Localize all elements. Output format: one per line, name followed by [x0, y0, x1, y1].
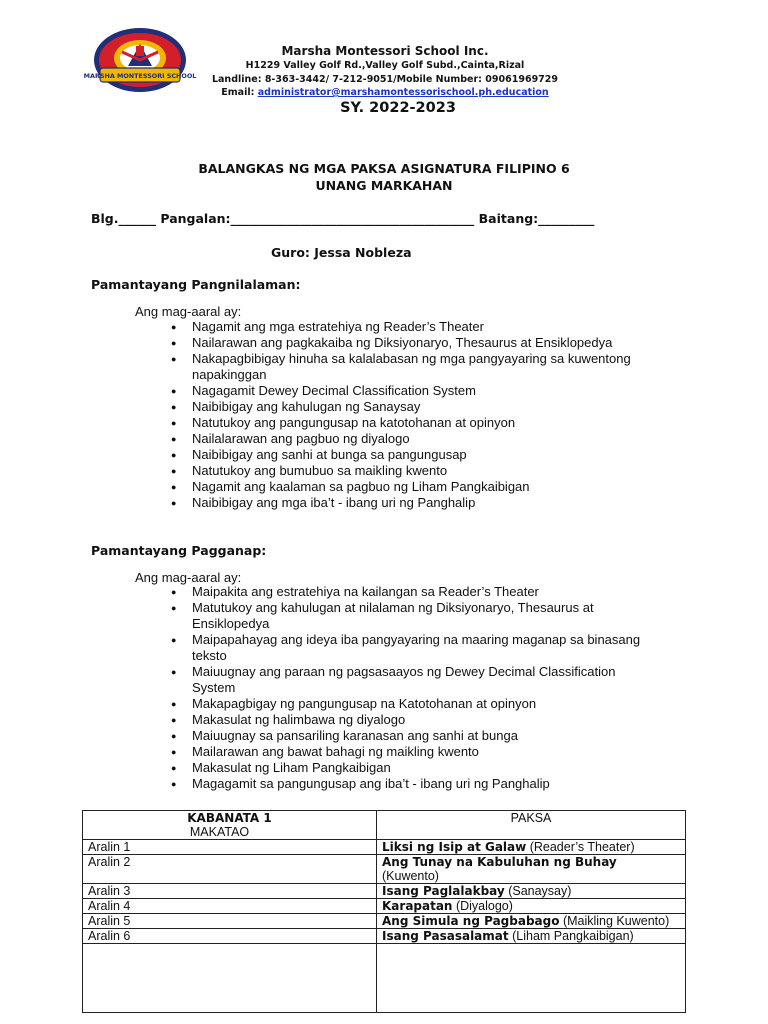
list-item: ● Maipapahayag ang ideya iba pangyayaring na maaring maganap sa binasang teksto	[150, 632, 660, 664]
list-item: ● Mailarawan ang bawat bahagi ng maikling kwento	[150, 744, 660, 760]
list-item: ● Makasulat ng Liham Pangkaibigan	[150, 760, 660, 776]
aralin-cell: Aralin 3	[83, 884, 377, 899]
lesson-type: (Kuwento)	[382, 869, 439, 883]
lesson-title: Liksi ng Isip at Galaw	[382, 840, 527, 854]
empty-cell	[83, 944, 377, 1013]
school-address: H1229 Valley Golf Rd.,Valley Golf Subd.,Cainta,Rizal	[245, 60, 525, 71]
list-item: ● Makapagbigay ng pangungusap na Katotohanan at opinyon	[150, 696, 660, 712]
table-row	[83, 914, 686, 929]
pagganap-heading: Pamantayang Pagganap:	[91, 543, 267, 558]
list-item: ● Nakapagbibigay hinuha sa kalalabasan ng mga pangyayaring sa kuwentong napakinggan	[150, 351, 660, 383]
lesson-type: (Maikling Kuwento)	[559, 914, 670, 928]
list-item: ● Maiuugnay ang paraan ng pagsasaayos ng Dewey Decimal Classification System	[150, 664, 660, 696]
list-item: ● Naibibigay ang kahulugan ng Sanaysay	[150, 399, 660, 415]
list-item: ● Nailarawan ang pagkakaiba ng Diksiyonaryo, Thesaurus at Ensiklopedya	[150, 335, 660, 351]
paksa-cell	[377, 929, 686, 944]
blg-field: Blg.______	[91, 211, 157, 226]
empty-cell	[377, 944, 686, 1013]
school-year: SY. 2022-2023	[340, 100, 456, 116]
aralin-cell: Aralin 5	[83, 914, 377, 929]
lesson-type: (Reader’s Theater)	[526, 840, 635, 854]
pagganap-list	[150, 584, 660, 792]
email-link[interactable]: administrator@marshamontessorischool.ph.education	[257, 87, 549, 98]
table-row-empty	[83, 944, 686, 1013]
lesson-title: Karapatan	[382, 899, 453, 913]
pangnilalaman-intro: Ang mag-aaral ay:	[135, 304, 242, 319]
school-phones: Landline: 8-363-3442/ 7-212-9051/Mobile Number: 09061969729	[211, 73, 559, 85]
lesson-title: Ang Simula ng Pagbabago	[382, 914, 560, 928]
paksa-cell	[377, 914, 686, 929]
list-item: ● Natutukoy ang pangungusap na katotohanan at opinyon	[150, 415, 660, 431]
lesson-type: (Liham Pangkaibigan)	[508, 929, 634, 943]
pagganap-intro: Ang mag-aaral ay:	[135, 570, 242, 585]
teacher-name: Guro: Jessa Nobleza	[271, 245, 412, 260]
paksa-cell	[377, 884, 686, 899]
header-kabanata: KABANATA 1	[187, 811, 272, 825]
title-line-2: UNANG MARKAHAN	[315, 178, 453, 193]
baitang-field: Baitang:_________	[478, 211, 595, 226]
list-item: ● Makasulat ng halimbawa ng diyalogo	[150, 712, 660, 728]
table-row	[83, 855, 686, 884]
lesson-title: Ang Tunay na Kabuluhan ng Buhay	[382, 855, 617, 869]
table-row	[83, 899, 686, 914]
list-item: ● Nagamit ang mga estratehiya ng Reader’s Theater	[150, 319, 660, 335]
header-paksa: PAKSA	[510, 811, 552, 825]
logo-banner-text: MARSHA MONTESSORI SCHOOL	[83, 72, 197, 80]
school-name: Marsha Montessori School Inc.	[281, 44, 489, 58]
list-item: ● Nagagamit Dewey Decimal Classification System	[150, 383, 660, 399]
header-cell-paksa	[377, 811, 686, 840]
paksa-cell	[377, 855, 686, 884]
list-item: ● Maipakita ang estratehiya na kailangan sa Reader’s Theater	[150, 584, 660, 600]
list-item: ● Naibibigay ang sanhi at bunga sa pangungusap	[150, 447, 660, 463]
lesson-title: Isang Pasasalamat	[382, 929, 509, 943]
pangalan-field: Pangalan:_______________________________________	[160, 211, 475, 226]
lesson-type: (Diyalogo)	[452, 899, 513, 913]
aralin-cell: Aralin 2	[83, 855, 377, 884]
pangnilalaman-heading: Pamantayang Pangnilalaman:	[91, 277, 301, 292]
letterhead	[190, 44, 580, 100]
student-fields	[91, 211, 594, 226]
list-item: ● Maiuugnay sa pansariling karanasan ang sanhi at bunga	[150, 728, 660, 744]
title-line-1: BALANGKAS NG MGA PAKSA ASIGNATURA FILIPINO 6	[198, 161, 570, 176]
table-row	[83, 884, 686, 899]
aralin-cell: Aralin 1	[83, 840, 377, 855]
school-logo	[83, 26, 197, 98]
table-header-row	[83, 811, 686, 840]
pangnilalaman-list	[150, 319, 660, 511]
aralin-cell: Aralin 6	[83, 929, 377, 944]
document-title	[0, 160, 768, 194]
list-item: ● Nailalarawan ang pagbuo ng diyalogo	[150, 431, 660, 447]
lessons-table	[82, 810, 686, 1013]
header-makatao: MAKATAO	[189, 825, 250, 839]
list-item: ● Natutukoy ang bumubuo sa maikling kwento	[150, 463, 660, 479]
email-label: Email:	[221, 87, 258, 98]
school-email-line	[190, 86, 580, 100]
list-item: ● Naibibigay ang mga iba’t - ibang uri ng Panghalip	[150, 495, 660, 511]
paksa-cell	[377, 899, 686, 914]
lesson-title: Isang Paglalakbay	[382, 884, 505, 898]
list-item: ● Nagamit ang kaalaman sa pagbuo ng Liham Pangkaibigan	[150, 479, 660, 495]
table-row	[83, 929, 686, 944]
aralin-cell: Aralin 4	[83, 899, 377, 914]
list-item: ● Magagamit sa pangungusap ang iba’t - ibang uri ng Panghalip	[150, 776, 660, 792]
header-cell-kabanata	[83, 811, 377, 840]
list-item: ● Matutukoy ang kahulugan at nilalaman ng Diksiyonaryo, Thesaurus at Ensiklopedya	[150, 600, 660, 632]
lesson-type: (Sanaysay)	[504, 884, 572, 898]
paksa-cell	[377, 840, 686, 855]
table-row	[83, 840, 686, 855]
